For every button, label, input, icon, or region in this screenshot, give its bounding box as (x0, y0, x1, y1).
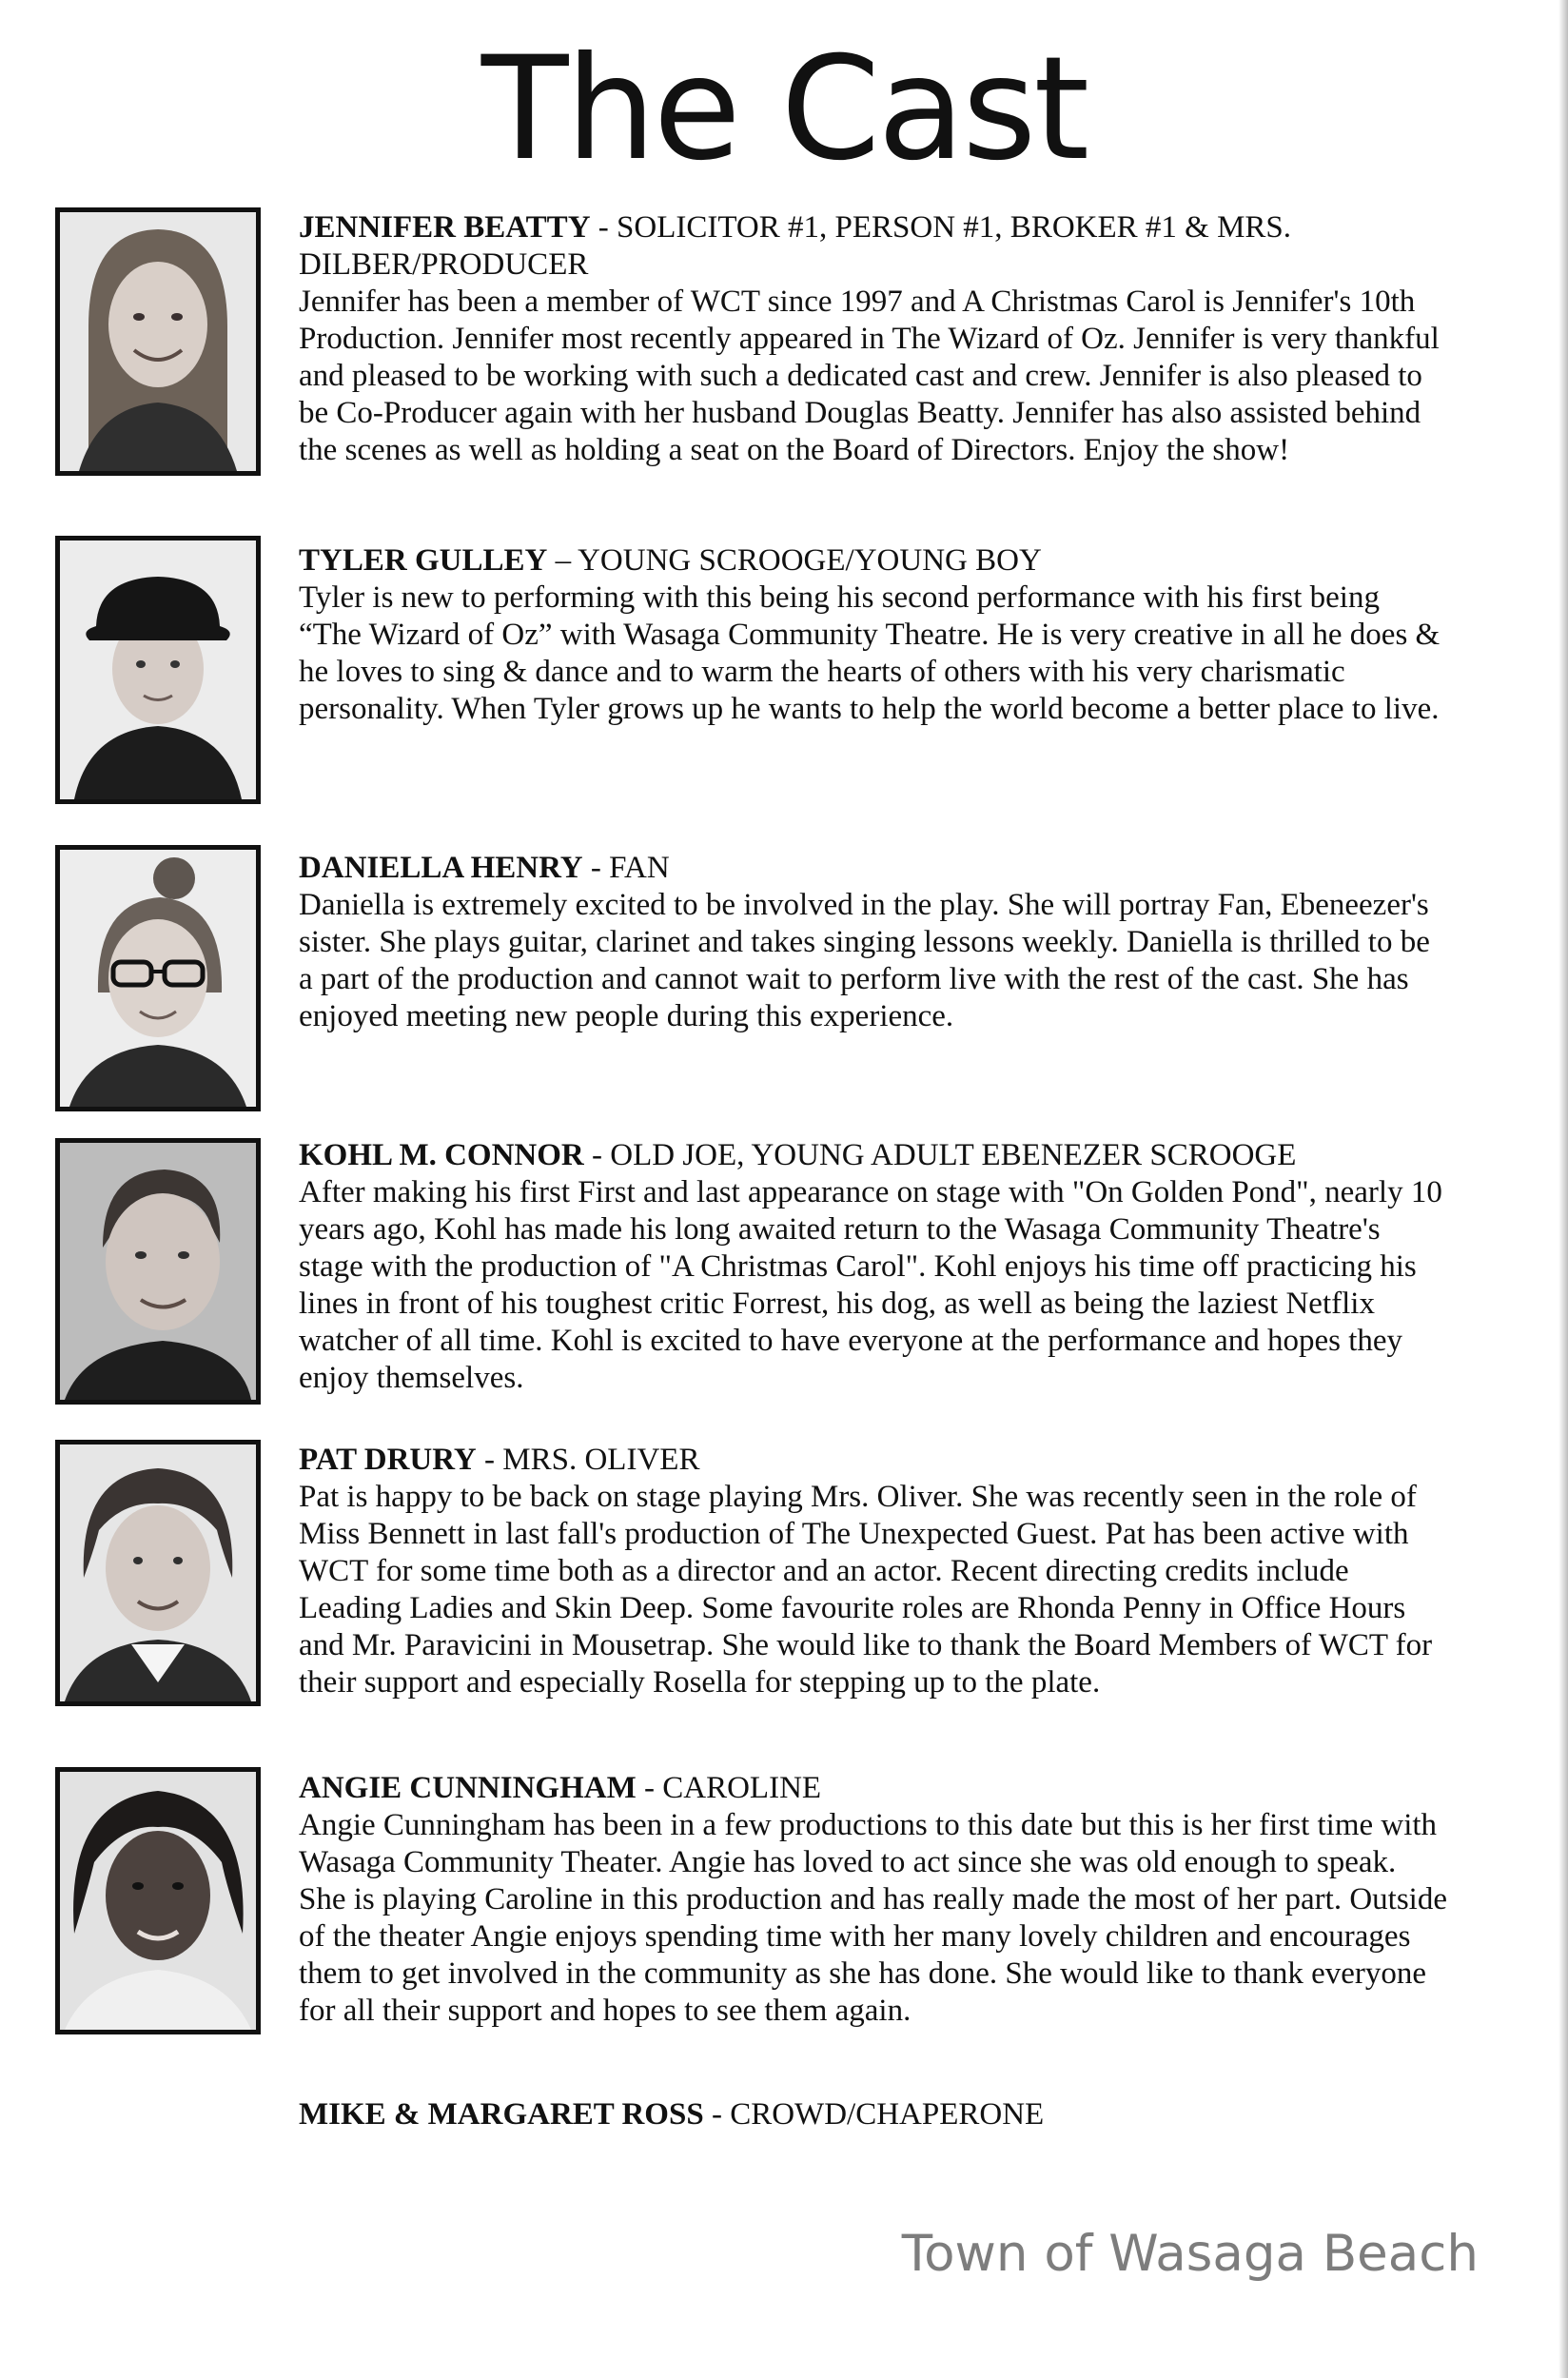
cast-role: YOUNG SCROOGE/YOUNG BOY (578, 543, 1042, 578)
cast-bio: Pat is happy to be back on stage playing Mrs. Oliver. She was recently seen in the role of Miss Bennett in last fall's production of The Unexpected Guest. Pat has been active with WCT for some time both as a director and an actor. Recent directing credits include Leading Ladies and Skin Deep. Some favourite roles are Rhonda Penny in Office Hours and Mr. Paravicini in Mousetrap. She would like to thank the Board Members of WCT for their support and especially Rosella for stepping up to the plate. (299, 1480, 1433, 1700)
cast-entry-heading (299, 2096, 1450, 2133)
cast-entry-heading (299, 542, 1450, 580)
cast-bio: Daniella is extremely excited to be involved in the play. She will portray Fan, Ebeneezer's sister. She plays guitar, clarinet and takes singing lessons weekly. Daniella is thrilled to be a part of the production and cannot wait to perform live with the rest of the cast. She has enjoyed meeting new people during this experience. (299, 888, 1430, 1033)
page-title: The Cast (480, 27, 1088, 192)
cast-entry-kohl-connor (299, 1137, 1450, 1397)
cast-entry-angie-cunningham (299, 1770, 1450, 2030)
cast-photo-angie-cunningham (55, 1767, 261, 2034)
cast-role: MRS. OLIVER (502, 1443, 700, 1477)
cast-separator: - (590, 210, 617, 245)
page-edge-shadow (1558, 0, 1568, 2378)
cast-name: ANGIE CUNNINGHAM (299, 1771, 637, 1805)
cast-name: TYLER GULLEY (299, 543, 548, 578)
cast-separator: - (476, 1443, 503, 1477)
cast-bio: Jennifer has been a member of WCT since 1997 and A Christmas Carol is Jennifer's 10th Production. Jennifer most recently appeared in The Wizard of Oz. Jennifer is very thankful and pleased to be working with such a dedicated cast and crew. Jennifer is also pleased to be Co-Producer again with her husband Douglas Beatty. Jennifer has also assisted behind the scenes as well as holding a seat on the Board of Directors. Enjoy the show! (299, 285, 1440, 467)
cast-bio: Tyler is new to performing with this being his second performance with his first being “The Wizard of Oz” with Wasaga Community Theatre. He is very creative in all he does & he loves to sing & dance and to warm the hearts of others with his very charismatic personality. When Tyler grows up he wants to help the world become a better place to live. (299, 580, 1441, 726)
cast-photo-jennifer-beatty (55, 207, 261, 476)
cast-photo-daniella-henry (55, 845, 261, 1111)
cast-separator: - (636, 1771, 663, 1805)
cast-photo-tyler-gulley (55, 536, 261, 804)
cast-role: FAN (609, 851, 670, 885)
cast-bio: Angie Cunningham has been in a few productions to this date but this is her first time with Wasaga Community Theater. Angie has loved to act since she was old enough to speak. She is playing Caroline in this production and has really made the most of her part. Outside of the theater Angie enjoys spending time with her many lovely children and encourages them to get involved in the community as she has done. She would like to thank everyone for all their support and hopes to see them again. (299, 1808, 1447, 2028)
cast-role: CAROLINE (662, 1771, 822, 1805)
cast-separator: - (583, 1138, 611, 1172)
cast-name: MIKE & MARGARET ROSS (299, 2097, 704, 2132)
cast-name: DANIELLA HENRY (299, 851, 583, 885)
cast-role: CROWD/CHAPERONE (730, 2097, 1045, 2132)
cast-bio: After making his first First and last appearance on stage with "On Golden Pond", nearly 10 years ago, Kohl has made his long awaited return to the Wasaga Community Theatre's stage with the production of "A Christmas Carol". Kohl enjoys his time off practicing his lines in front of his toughest critic Forrest, his dog, as well as being the laziest Netflix watcher of all time. Kohl is excited to have everyone at the performance and hopes they enjoy themselves. (299, 1175, 1442, 1395)
cast-entry-tyler-gulley (299, 542, 1450, 728)
cast-entry-heading (299, 1137, 1450, 1174)
cast-entry-heading (299, 209, 1450, 284)
cast-photo-kohl-connor (55, 1138, 261, 1405)
cast-entry-heading (299, 850, 1450, 887)
watermark-credit: Town of Wasaga Beach (901, 2225, 1479, 2283)
cast-entry-heading (299, 1442, 1450, 1479)
cast-name: JENNIFER BEATTY (299, 210, 591, 245)
cast-name: PAT DRURY (299, 1443, 477, 1477)
cast-entry-jennifer-beatty (299, 209, 1450, 469)
cast-entry-daniella-henry (299, 850, 1450, 1035)
cast-photo-pat-drury (55, 1440, 261, 1706)
cast-separator: – (547, 543, 578, 578)
cast-entry-pat-drury (299, 1442, 1450, 1701)
cast-entry-mike-margaret-ross (299, 2096, 1450, 2133)
cast-role: SOLICITOR #1, PERSON #1, BROKER #1 & MRS. DILBER/PRODUCER (299, 210, 1292, 282)
cast-separator: - (582, 851, 610, 885)
cast-entry-heading (299, 1770, 1450, 1807)
cast-separator: - (703, 2097, 731, 2132)
cast-role: OLD JOE, YOUNG ADULT EBENEZER SCROOGE (610, 1138, 1297, 1172)
cast-name: KOHL M. CONNOR (299, 1138, 584, 1172)
